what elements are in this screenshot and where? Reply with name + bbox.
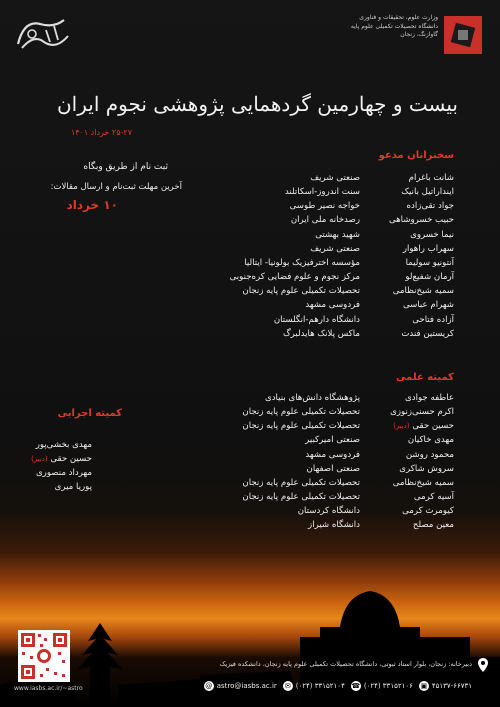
scientific-names [390, 391, 454, 533]
event-date: ۲۵-۲۷ خرداد ۱۴۰۱ [70, 128, 132, 137]
ministry-line: گاوازنگ، زنجان [400, 31, 438, 38]
scientific-affiliations [242, 391, 360, 533]
speaker-name: سهراب راهوار [402, 243, 454, 254]
speaker-name: سمیه شیخ‌نظامی [392, 286, 454, 297]
executive-committee-heading: کمیته اجرایی [57, 408, 122, 419]
speaker-name: آنتونیو سولیما [405, 257, 454, 268]
speakers-affiliations [230, 171, 360, 341]
secretary-label: (دبیر) [393, 422, 410, 431]
committee-member: اکرم حسنی‌زنوزی [390, 407, 454, 418]
speaker-affiliation: تحصیلات تکمیلی علوم پایه زنجان [242, 286, 360, 297]
committee-member: مهرداد منصوری [35, 468, 92, 479]
committee-member: مهدی بخشی‌پور [35, 440, 92, 450]
committee-member: آسیه کرمی [413, 492, 454, 503]
deadline-date: ۱۰ خرداد [66, 198, 118, 212]
speaker-name: آرمان شفیع‌لو [405, 272, 454, 283]
committee-member [390, 419, 454, 433]
postal-text: ۴۵۱۳۷-۶۶۷۳۱ [431, 682, 472, 690]
committee-member: معین مصلح [412, 520, 454, 531]
member-affiliation: دانشگاه کردستان [297, 506, 360, 517]
scientific-committee-heading: کمیته علمی [396, 372, 454, 383]
member-affiliation: صنعتی امیرکبیر [305, 435, 360, 446]
committee-member: عاطفه جوادی [405, 393, 454, 403]
member-name: حسین حقی [412, 421, 454, 432]
member-affiliation: صنعتی اصفهان [306, 463, 360, 474]
deadline-label: آخرین مهلت ثبت‌نام و ارسال مقالات: [50, 182, 182, 192]
speaker-affiliation: خواجه نصیر طوسی [289, 201, 360, 212]
contact-bar [204, 681, 472, 691]
website-url[interactable]: www.iasbs.ac.ir/~astro [14, 685, 83, 692]
postal-contact [419, 681, 472, 691]
speaker-affiliation: ماکس پلانک هایدلبرگ [282, 328, 360, 339]
member-affiliation: فردوسی مشهد [305, 449, 360, 460]
ministry-line: وزارت علوم، تحقیقات و فناوری [359, 14, 438, 21]
secretariat-address: دبیرخانه: زنجان، بلوار استاد ثبوتی، دانشگاه تحصیلات تکمیلی علوم پایه زنجان، دانشکده فیزیک [219, 660, 472, 668]
speaker-name: نیما خسروی [410, 229, 454, 240]
committee-member: پوریا میری [54, 482, 92, 493]
phone-contact[interactable] [351, 681, 413, 691]
member-affiliation: تحصیلات تکمیلی علوم پایه زنجان [242, 477, 360, 488]
speaker-name: شهرام عباسی [402, 300, 454, 311]
speaker-affiliation: شهید بهشتی [315, 229, 360, 240]
mailbox-icon: ▣ [420, 682, 428, 690]
speaker-name: کریستین فندت [401, 328, 454, 339]
fax-icon: ✉ [283, 681, 293, 691]
speaker-name: آزاده فتاحی [412, 314, 454, 325]
speaker-affiliation: مرکز نجوم و علوم فضایی کره‌جنوبی [229, 272, 360, 283]
committee-member: سمیه شیخ‌نظامی [392, 477, 454, 488]
registration-line: ثبت نام از طریق وبگاه [83, 162, 168, 172]
executive-names [31, 438, 92, 495]
speaker-affiliation: فردوسی مشهد [305, 300, 360, 311]
member-affiliation: تحصیلات تکمیلی علوم پایه زنجان [242, 421, 360, 432]
speaker-affiliation: دانشگاه دارهم-انگلستان [273, 314, 360, 325]
fax-contact [283, 681, 345, 691]
iasbs-logo [444, 16, 482, 54]
email-contact[interactable] [204, 681, 277, 691]
member-affiliation: تحصیلات تکمیلی علوم پایه زنجان [242, 492, 360, 503]
committee-member: محمود روشن [405, 449, 454, 460]
page-title: بیست و چهارمین گردهمایی پژوهشی نجوم ایران [56, 92, 458, 116]
email-text: astro@iasbs.ac.ir [216, 682, 277, 690]
phone-text: (۰۲۴) ۳۳۱۵۲۱۰۶ [363, 682, 413, 690]
speakers-names [389, 171, 454, 341]
at-icon: @ [205, 682, 213, 690]
committee-member: سروش شاکری [399, 463, 454, 474]
speaker-name: اینداراتیل بانیک [401, 187, 454, 198]
fax-text: (۰۲۴) ۳۳۱۵۲۱۰۴ [295, 682, 345, 690]
ministry-line: دانشگاه تحصیلات تکمیلی علوم پایه [350, 22, 438, 30]
speaker-name: حبیب خسروشاهی [388, 215, 454, 226]
secretary-label: (دبیر) [31, 455, 48, 464]
speaker-name: شانت باغرام [408, 173, 454, 183]
speaker-affiliation: صنعتی شریف [310, 173, 360, 183]
speakers-heading: سخنرانان مدعو [378, 150, 454, 161]
speaker-affiliation: مؤسسه اخترفیزیک بولونیا- ایتالیا [244, 257, 360, 268]
speaker-name: جواد تقی‌زاده [406, 201, 454, 212]
member-affiliation: دانشگاه شیراز [308, 520, 360, 531]
speaker-affiliation: رصدخانه ملی ایران [290, 215, 360, 226]
committee-member: مهدی خاکیان [407, 435, 454, 446]
astronomy-society-logo [14, 14, 72, 52]
committee-member: کیومرث کرمی [402, 506, 454, 517]
member-affiliation: تحصیلات تکمیلی علوم پایه زنجان [242, 407, 360, 418]
committee-member [31, 452, 92, 466]
speaker-affiliation: صنعتی شریف [310, 243, 360, 254]
member-name: حسین حقی [50, 454, 92, 465]
phone-icon: ☎ [351, 682, 361, 690]
ministry-text [351, 14, 438, 40]
member-affiliation: پژوهشگاه دانش‌های بنیادی [264, 393, 360, 403]
location-pin-icon [478, 658, 488, 672]
qr-code[interactable] [18, 630, 70, 682]
speaker-affiliation: سنت اندروز-اسکاتلند [284, 187, 360, 198]
